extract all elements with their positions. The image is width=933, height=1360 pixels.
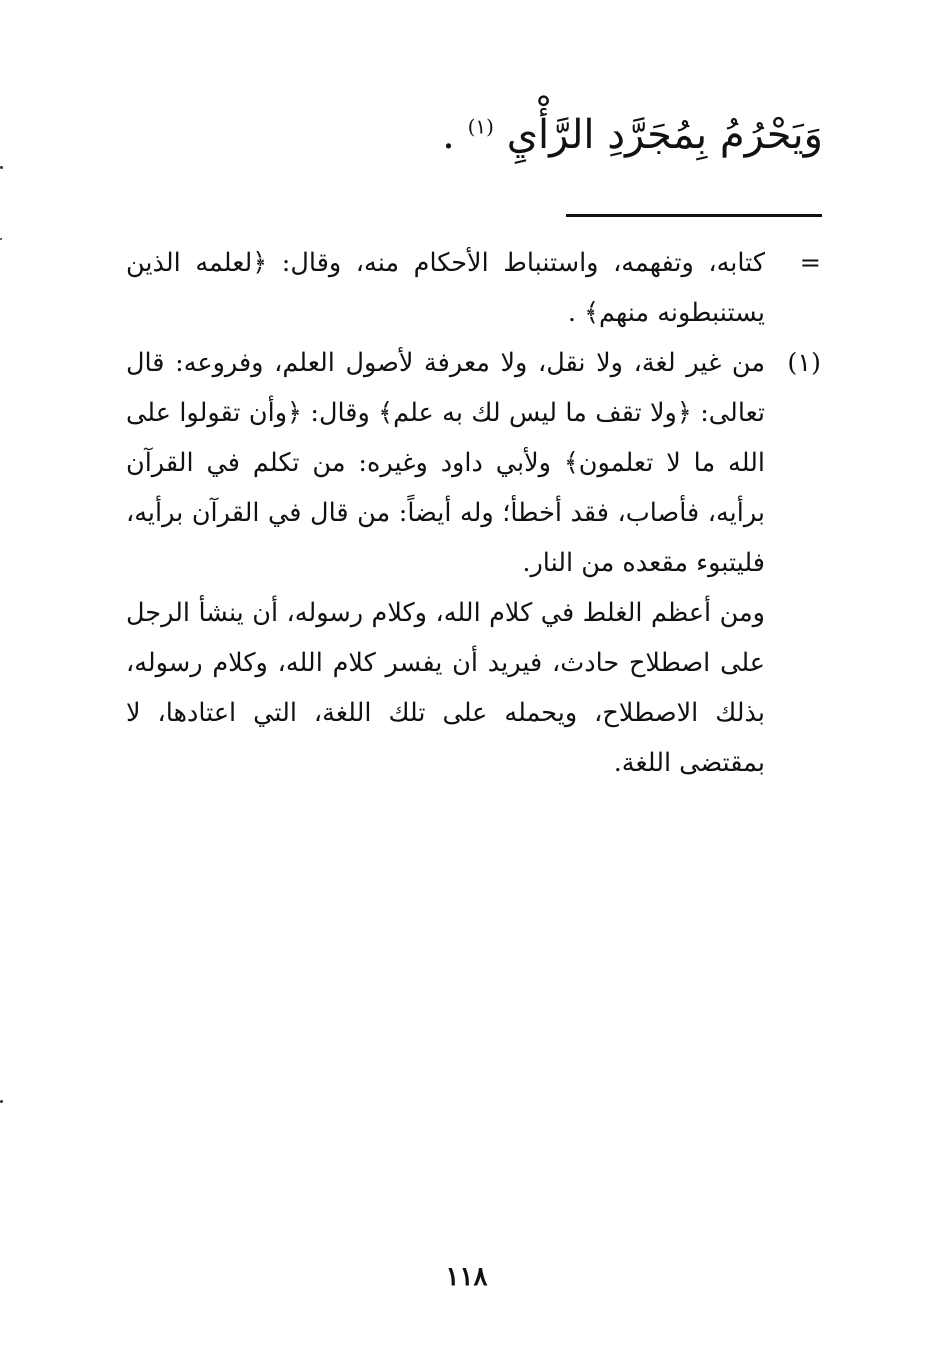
footnote-text: من غير لغة، ولا نقل، ولا معرفة لأصول العلم، وفروعه: قال تعالى: ﴿ولا تقف ما ليس لك به علم﴾ وقال: ﴿وأن تقولوا على الله ما لا تعلمون﴾ ولأبي داود وغيره: من تكلم في القرآن برأيه، فأصاب، فقد أخطأ؛ وله أيضاً: من قال في القرآن برأيه، فليتبوء مقعده من النار. <box>126 348 765 578</box>
scan-speck <box>0 238 2 240</box>
footnote-marker: (١) <box>787 348 821 378</box>
main-text-line <box>123 105 823 165</box>
footnote-text: كتابه، وتفهمه، واستنباط الأحكام منه، وقال: ﴿لعلمه الذين يستنبطونه منهم﴾ . <box>126 248 765 328</box>
footnote-marker: = <box>799 248 821 278</box>
main-text-period: . <box>442 112 455 158</box>
page-number: ١١٨ <box>445 1262 488 1292</box>
main-text: وَيَحْرُمُ بِمُجَرَّدِ الرَّأْيِ <box>506 112 823 158</box>
footnote-continuation-paragraph: ومن أعظم الغلط في كلام الله، وكلام رسوله، أن ينشأ الرجل على اصطلاح حادث، فيريد أن يفسر كلام الله، وكلام رسوله، بذلك الاصطلاح، ويحمله على تلك اللغة، التي اعتادها، لا بمقتضى اللغة. <box>126 598 765 778</box>
footnote-continued <box>126 238 821 338</box>
footnote-reference: (١) <box>467 114 494 139</box>
footnote-1 <box>126 338 821 588</box>
footnote-separator-rule <box>566 214 822 217</box>
scan-speck <box>0 166 3 169</box>
scan-speck <box>0 1100 3 1103</box>
footnotes-section <box>126 238 821 788</box>
